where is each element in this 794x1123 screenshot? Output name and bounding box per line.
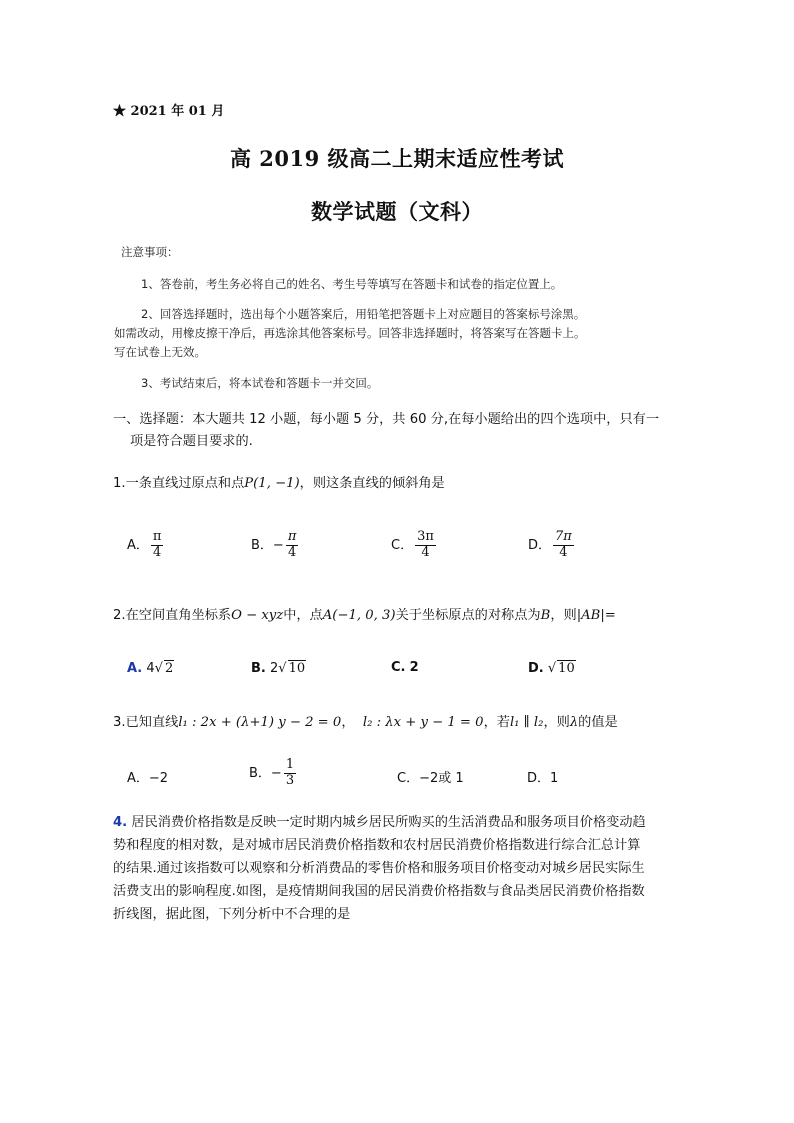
notice-item-3: 3、考试结束后，将本试卷和答题卡一并交回。 [141, 376, 379, 390]
question-4-line-1: 4. 居民消费价格指数是反映一定时期内城乡居民所购买的生活消费品和服务项目价格变动趋 [113, 815, 646, 830]
q2-option-a-value: 4√ 2 [146, 661, 174, 676]
notice-heading: 注意事项： [121, 245, 179, 259]
q2-option-b-label: B. [251, 661, 266, 676]
q1-option-c[interactable] [391, 530, 438, 561]
q3-option-c[interactable] [397, 767, 464, 786]
question-3-lambda: λ [569, 715, 579, 730]
question-3-prefix: 3.已知直线 [113, 715, 179, 730]
q2-option-d[interactable] [528, 660, 576, 676]
question-2-point: A(−1, 0, 3) [322, 608, 396, 623]
notice-item-2-line-1: 2、回答选择题时，选出每个小题答案后，用铅笔把答题卡上对应题目的答案标号涂黑。 [141, 307, 586, 321]
q3-option-d-label: D． [527, 771, 551, 786]
question-4-line-3: 的结果.通过该指数可以观察和分析消费品的零售价格和服务项目价格变动对城乡居民实际生 [113, 861, 645, 876]
q1-option-d-label: D． [528, 537, 552, 553]
q2-option-d-label: D. [528, 661, 544, 676]
q3-option-d[interactable] [527, 767, 558, 786]
q3-option-a[interactable] [127, 767, 168, 786]
notice-item-2-line-3: 写在试卷上无效。 [114, 345, 206, 359]
q3-option-a-label: A． [127, 771, 149, 786]
question-4-line-2: 势和程度的相对数，是对城市居民消费价格指数和农村居民消费价格指数进行综合汇总计算 [113, 838, 641, 853]
q2-option-b-value: 2√ 10 [270, 661, 306, 676]
q1-option-c-label: C． [391, 537, 414, 553]
q3-option-b-sign: − [270, 765, 282, 781]
section-heading-line-1: 一、选择题：本大题共 12 小题，每小题 5 分，共 60 分,在每小题给出的四个选项中，只有一 [113, 412, 660, 427]
exam-title: 高 2019 级高二上期末适应性考试 [229, 146, 565, 171]
question-3-l1: l₁ : 2x + (λ+1) y − 2 = 0 [178, 715, 342, 730]
q3-option-a-value: −2 [148, 771, 169, 786]
question-2-ab: |AB|= [576, 608, 616, 623]
question-2-b: B [540, 608, 551, 623]
q3-option-d-value: 1 [550, 771, 559, 786]
question-2-middle: 中，点 [283, 608, 323, 623]
question-1-stem [113, 472, 445, 491]
question-1-suffix: ，则这条直线的倾斜角是 [299, 476, 445, 491]
section-heading-line-2: 项是符合题目要求的. [130, 434, 253, 449]
q1-option-a-fraction: $\frac{\pi}{4}$ [152, 529, 162, 560]
q1-option-b-sign: − [272, 537, 284, 553]
q2-option-b[interactable] [251, 660, 306, 676]
question-3-stem [113, 711, 618, 730]
notice-item-2-line-2: 如需改动，用橡皮擦干净后，再选涂其他答案标号。回答非选择题时，将答案写在答题卡上。 [114, 326, 586, 340]
q1-option-b-label: B． [251, 537, 273, 553]
q1-option-d[interactable] [528, 530, 576, 561]
question-1-point: P(1, −1) [244, 476, 300, 491]
q2-option-a-label: A. [127, 661, 143, 676]
exam-subtitle: 数学试题（文科） [311, 199, 483, 224]
q3-option-c-value: −2或 1 [419, 771, 464, 786]
q3-option-b-label: B． [249, 765, 271, 781]
question-3-l2: l₂ : λx + y − 1 = 0 [362, 715, 484, 730]
q2-option-c[interactable] [391, 660, 419, 675]
question-2-suffix: ，则 [550, 608, 577, 623]
q1-option-b[interactable] [251, 530, 300, 561]
q1-option-b-fraction: $\frac{\pi}{4}$ [287, 529, 297, 560]
question-1-prefix: 1.一条直线过原点和点 [113, 476, 245, 491]
q1-option-a-label: A． [127, 537, 149, 553]
q3-option-b-fraction: $\frac{1}{3}$ [285, 757, 295, 788]
question-3-suffix2: 的值是 [578, 715, 618, 730]
question-2-prefix: 2.在空间直角坐标系 [113, 608, 232, 623]
question-2-stem [113, 604, 616, 623]
question-3-parallel: l₁ ∥ l₂ [509, 715, 544, 730]
question-4-line-5: 折线图，据此图，下列分析中不合理的是 [113, 907, 351, 922]
q3-option-b[interactable] [249, 758, 298, 789]
notice-item-1: 1、答卷前，考生务必将自己的姓名、考生号等填写在答题卡和试卷的指定位置上。 [141, 277, 563, 291]
q2-option-c-label: C. [391, 660, 406, 675]
q1-option-d-fraction: $\frac{7\pi}{4}$ [555, 529, 572, 560]
q1-option-c-fraction: $\frac{3\pi}{4}$ [417, 529, 434, 560]
question-3-sep: ， [341, 715, 355, 730]
exam-date: ★ 2021 年 01 月 [113, 104, 225, 119]
question-2-middle2: 关于坐标原点的对称点为 [395, 608, 541, 623]
q2-option-d-value: √ 10 [547, 661, 575, 676]
question-4-number: 4. [113, 815, 128, 830]
q2-option-c-value: 2 [409, 660, 419, 675]
question-2-system: O − xyz [231, 608, 284, 623]
q2-option-a[interactable] [127, 660, 174, 676]
question-3-suffix: ，则 [543, 715, 570, 730]
q3-option-c-label: C． [397, 771, 420, 786]
q1-option-a[interactable] [127, 530, 165, 561]
question-4-line-4: 活费支出的影响程度.如图，是疫情期间我国的居民消费价格指数与食品类居民消费价格指数 [113, 884, 645, 899]
question-3-middle: ，若 [483, 715, 510, 730]
